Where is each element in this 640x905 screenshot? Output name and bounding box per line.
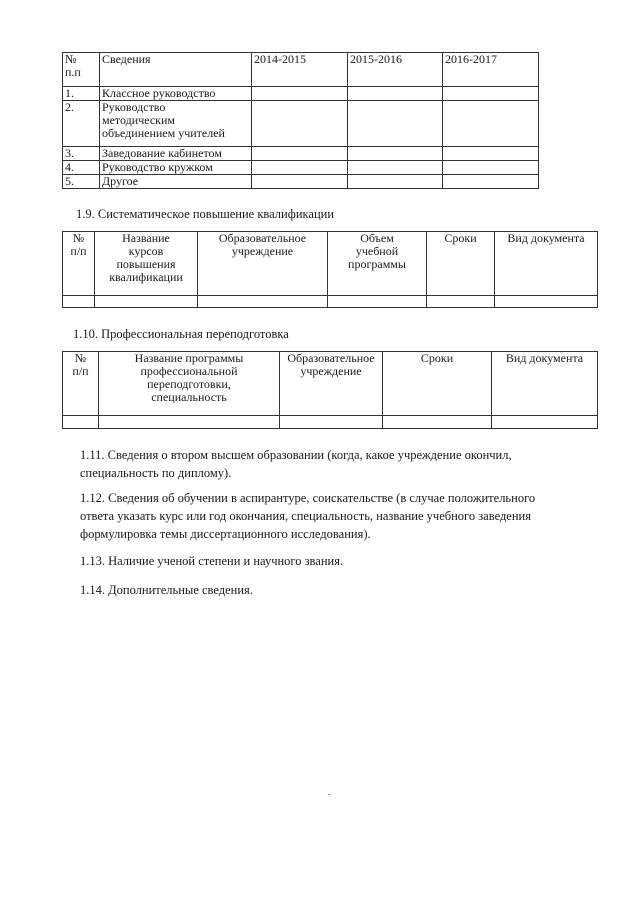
col-number-header: № п.п [63,53,100,87]
paragraph-1-11: 1.11. Сведения о втором высшем образовании (когда, какое учреждение окончил, специальность по диплому). [80,448,512,480]
table-row [63,101,539,147]
row-number: 5. [63,175,100,189]
table-row [63,147,539,161]
row-label: Заведование кабинетом [100,147,252,161]
col-dates-header: Сроки [427,232,495,296]
col-year-2015-header: 2015-2016 [348,53,443,87]
section-1-10-title: 1.10. Профессиональная переподготовка [73,327,289,341]
section-1-9-title: 1.9. Систематическое повышение квалификации [76,207,335,221]
col-dates-header: Сроки [383,352,492,416]
paragraph-1-12: 1.12. Сведения об обучении в аспирантуре, соискательстве (в случае положительного ответа указать курс или год окончания, специальность, название учебного заведения формулировка темы диссертационного исследования). [80,491,536,541]
col-info-header: Сведения [100,53,252,87]
row-label: Руководство методическим объединением учителей [100,101,252,147]
row-label: Руководство кружком [100,161,252,175]
table-header-row [63,352,598,416]
col-institution-header: Образовательное учреждение [280,352,383,416]
duties-table [62,52,539,189]
table-row [63,296,598,308]
table-row [63,87,539,101]
row-number: 1. [63,87,100,101]
col-year-2014-header: 2014-2015 [252,53,348,87]
col-course-name-header: Название курсов повышения квалификации [95,232,198,296]
row-number: 3. [63,147,100,161]
col-volume-header: Объем учебной программы [328,232,427,296]
col-number-header: № п/п [63,352,99,416]
paragraph-1-14: 1.14. Дополнительные сведения. [80,583,253,597]
row-number: 4. [63,161,100,175]
table-row [63,175,539,189]
col-institution-header: Образовательное учреждение [198,232,328,296]
col-program-name-header: Название программы профессиональной переподготовки, специальность [99,352,280,416]
col-number-header: № п/п [63,232,95,296]
col-document-header: Вид документа [492,352,598,416]
row-label: Другое [100,175,252,189]
scan-speck [328,794,330,795]
table-row [63,416,598,429]
col-document-header: Вид документа [495,232,598,296]
retraining-table [62,351,598,429]
row-label: Классное руководство [100,87,252,101]
table-header-row [63,232,598,296]
table-row [63,161,539,175]
col-year-2016-header: 2016-2017 [443,53,539,87]
qualification-table [62,231,598,308]
paragraph-1-13: 1.13. Наличие ученой степени и научного звания. [80,554,344,568]
table-header-row [63,53,539,87]
row-number: 2. [63,101,100,147]
